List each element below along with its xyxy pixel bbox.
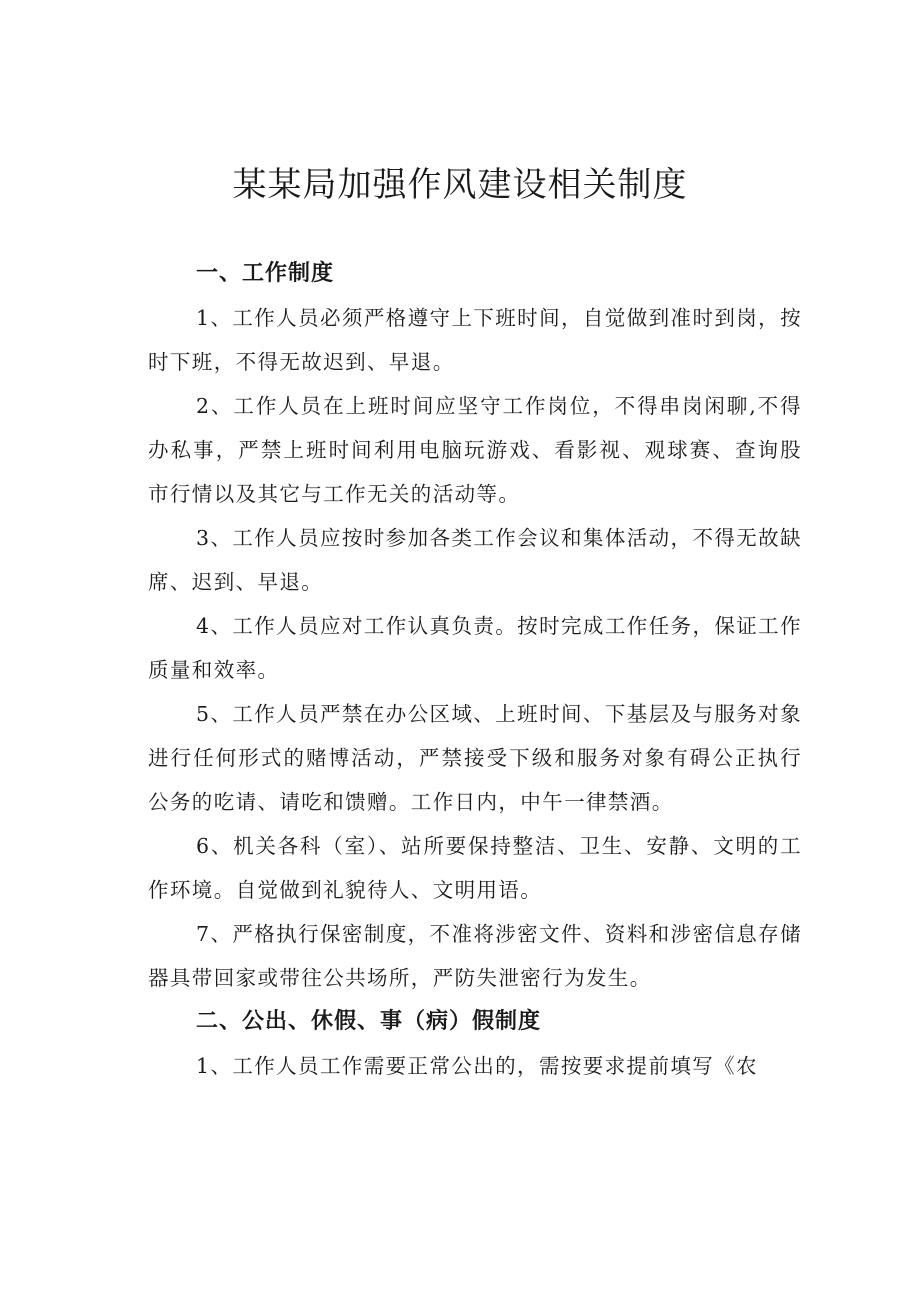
section-work-system bbox=[148, 252, 802, 1000]
section-leave-system bbox=[148, 1000, 802, 1088]
paragraph: 5、工作人员严禁在办公区域、上班时间、下基层及与服务对象进行任何形式的赌博活动，严禁接受下级和服务对象有碍公正执行公务的吃请、请吃和馈赠。工作日内，中午一律禁酒。 bbox=[148, 702, 802, 814]
paragraph: 3、工作人员应按时参加各类工作会议和集体活动，不得无故缺席、迟到、早退。 bbox=[148, 526, 802, 594]
section-heading: 一、工作制度 bbox=[196, 261, 335, 286]
document-title: 某某局加强作风建设相关制度 bbox=[232, 165, 688, 205]
section-heading: 二、公出、休假、事（病）假制度 bbox=[196, 1009, 542, 1034]
paragraph: 1、工作人员必须严格遵守上下班时间，自觉做到准时到岗，按时下班，不得无故迟到、早退。 bbox=[148, 306, 802, 374]
paragraph: 1、工作人员工作需要正常公出的，需按要求提前填写《农 bbox=[196, 1054, 758, 1078]
paragraph: 4、工作人员应对工作认真负责。按时完成工作任务，保证工作质量和效率。 bbox=[148, 614, 802, 682]
paragraph: 7、严格执行保密制度，不准将涉密文件、资料和涉密信息存储器具带回家或带往公共场所，严防失泄密行为发生。 bbox=[148, 922, 802, 990]
paragraph: 6、机关各科（室）、站所要保持整洁、卫生、安静、文明的工作环境。自觉做到礼貌待人、文明用语。 bbox=[148, 834, 802, 902]
paragraph: 2、工作人员在上班时间应坚守工作岗位，不得串岗闲聊,不得办私事，严禁上班时间利用电脑玩游戏、看影视、观球赛、查询股市行情以及其它与工作无关的活动等。 bbox=[148, 394, 802, 506]
document-body bbox=[148, 252, 802, 1088]
